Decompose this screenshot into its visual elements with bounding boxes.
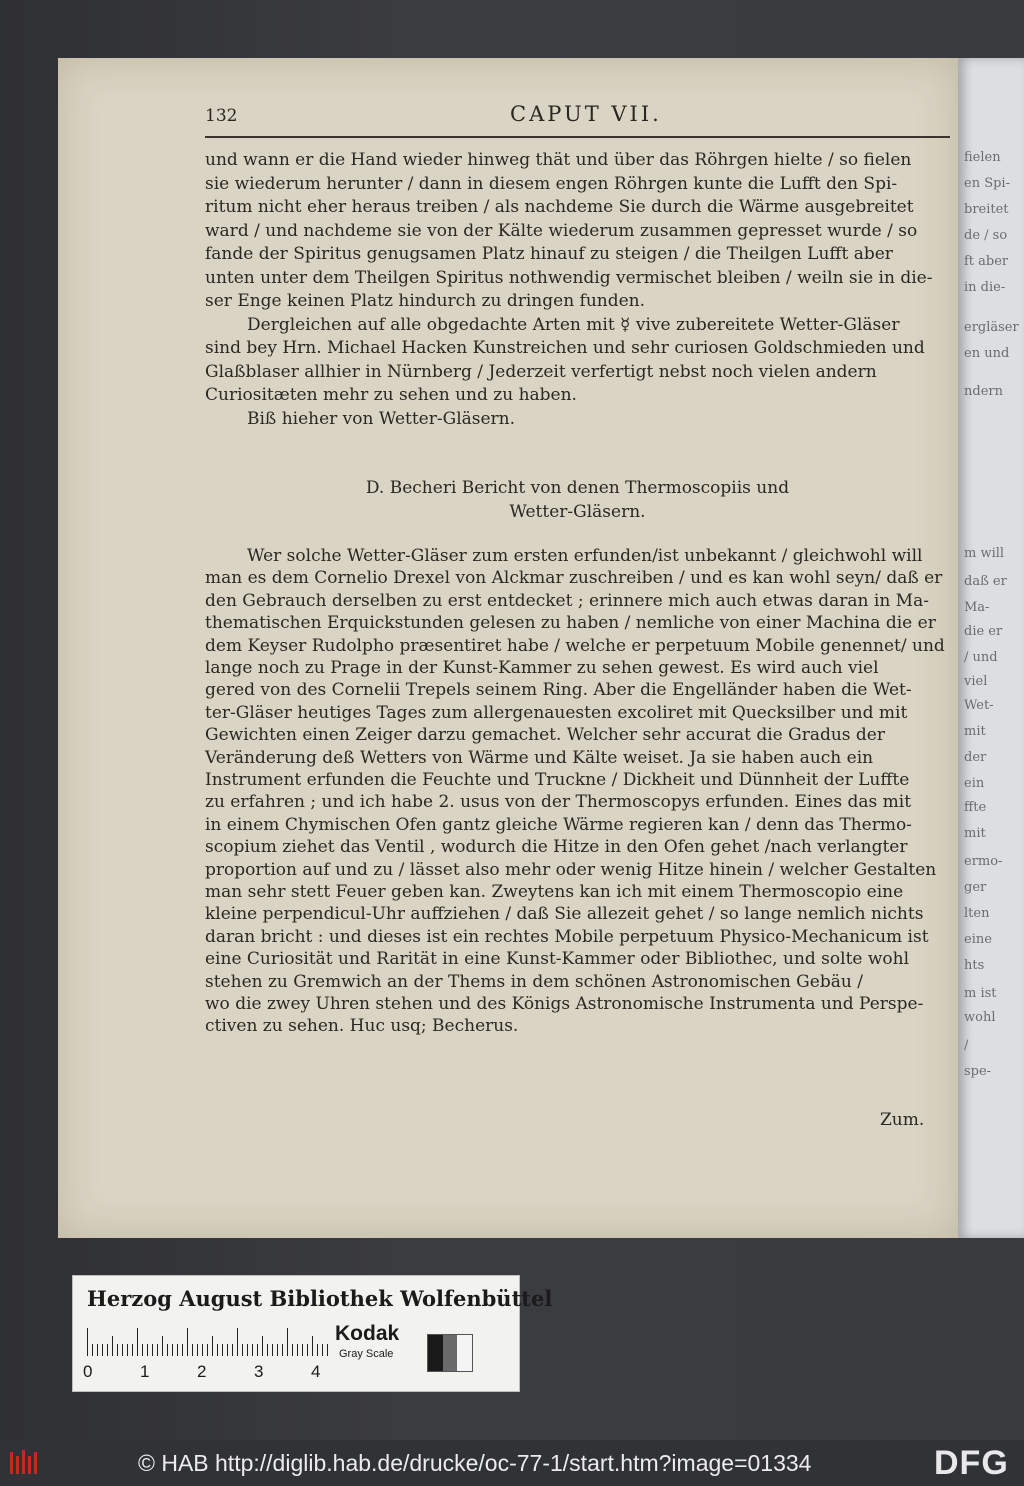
gray-scale-swatch [427,1334,473,1372]
facing-page-fragment: in die- [964,280,1006,295]
text-line: eine Curiosität und Rarität in eine Kunst-Kammer oder Bibliothec, und solte wohl [205,949,910,970]
ruler-tick [307,1344,308,1356]
text-line: und wann er die Hand wieder hinweg thät und über das Röhrgen hielte / so fielen [205,150,912,170]
text-line: unten unter dem Theilgen Spiritus nothwendig vermischet bleiben / weiln sie in die- [205,267,933,288]
chapter-title: CAPUT VII. [510,102,662,126]
facing-page-fragment: m will [964,546,1005,561]
facing-page [958,58,1024,1238]
ruler-tick [247,1344,248,1356]
page-number: 132 [205,106,238,126]
facing-page-fragment: lten [964,906,990,921]
text-line: sie wiederum herunter / dann in diesem engen Röhrgen kunte die Lufft den Spi- [205,173,898,194]
facing-page-fragment: en Spi- [964,176,1010,191]
text-line: in einem Chymischen Ofen gantz gleiche Wärme regieren kan / denn das Thermo- [205,814,912,835]
hab-barcode-icon [8,1448,38,1478]
facing-page-fragment: mit [964,826,986,841]
ruler-number: 1 [140,1362,150,1381]
facing-page-fragment: Wet- [964,698,994,713]
text-line: thematischen Erquickstunden gelesen zu haben / nemliche von einer Machina die er [205,613,936,634]
facing-page-fragment: die er [964,624,1003,639]
archive-label [72,1275,553,1392]
facing-page-fragment: ein [964,776,985,791]
facing-page-fragment: ndern [964,384,1003,399]
facing-page-fragment: m ist [964,986,997,1001]
ruler-tick [292,1344,293,1356]
text-line: ser Enge keinen Platz hindurch zu dringen funden. [205,291,646,311]
text-line: sind bey Hrn. Michael Hacken Kunstreichen und sehr curiosen Goldschmieden und [205,338,925,358]
text-line: lange noch zu Prage in der Kunst-Kammer zu sehen gewest. Es wird auch viel [205,658,879,678]
ruler-tick [242,1344,243,1356]
kodak-logo: Kodak [335,1322,400,1345]
footer-bar [0,1440,1024,1486]
facing-page-fragment: ger [964,880,987,895]
gray-scale-label: Gray Scale [339,1348,394,1360]
text-line: Veränderung deß Wetters von Wärme und Kälte weiset. Ja sie haben auch ein [205,747,874,768]
text-line: den Gebrauch derselben zu erst entdecket ; erinnere mich auch etwas daran in Ma- [205,590,929,611]
ruler-tick [257,1344,258,1356]
facing-page-fragment: en und [964,346,1010,361]
ruler-tick [142,1344,143,1356]
text-line: Wer solche Wetter-Gläser zum ersten erfunden/ist unbekannt / gleichwohl will [247,546,923,566]
ruler-tick [327,1344,328,1356]
ruler-tick [322,1344,323,1356]
text-line: scopium ziehet das Ventil , wodurch die Hitze in den Ofen gehet /nach verlangter [205,837,908,858]
facing-page-fragment: ergläser [964,320,1019,335]
ruler-tick [162,1336,163,1356]
ruler-tick [97,1344,98,1356]
text-line: daran bricht : und dieses ist ein rechtes Mobile perpetuum Physico-Mechanicum ist [205,926,929,947]
facing-page-fragment: spe- [964,1064,992,1079]
ruler-numbers [83,1362,343,1382]
ruler-tick [157,1344,158,1356]
facing-page-fragment: / und [964,650,998,665]
ruler-tick [267,1344,268,1356]
ruler-tick [112,1336,113,1356]
ruler-tick [167,1344,168,1356]
ruler-tick [187,1328,188,1356]
header-rule [205,136,950,138]
text-line: Instrument erfunden die Feuchte und Truckne / Dickheit und Dünnheit der Luffte [205,770,910,790]
ruler-tick [277,1344,278,1356]
ruler-tick [262,1336,263,1356]
dfg-logo: DFG [934,1444,1009,1482]
ruler-tick [117,1344,118,1356]
ruler-tick [217,1344,218,1356]
ruler-tick [222,1344,223,1356]
ruler-number: 2 [197,1362,207,1381]
ruler-tick [137,1328,138,1356]
ruler-tick [107,1344,108,1356]
text-line: Dergleichen auf alle obgedachte Arten mit ☿ vive zubereitete Wetter-Gläser [247,314,900,335]
scale-ruler [87,1326,327,1356]
ruler-tick [302,1344,303,1356]
ruler-tick [87,1328,88,1356]
ruler-number: 0 [83,1362,93,1381]
ruler-tick [312,1336,313,1356]
text-line: ritum nicht eher heraus treiben / als nachdeme Sie durch die Wärme ausgebreitet [205,197,914,217]
copyright-url[interactable]: © HAB http://diglib.hab.de/drucke/oc-77-1/start.htm?image=01334 [138,1450,812,1476]
facing-page-fragment: breitet [964,202,1009,217]
facing-page-fragment: / [964,1038,969,1053]
facing-page-fragment: daß er [964,574,1007,589]
ruler-tick [202,1344,203,1356]
ruler-tick [212,1336,213,1356]
ruler-tick [177,1344,178,1356]
running-header [205,102,945,132]
ruler-tick [182,1344,183,1356]
text-line: proportion auf und zu / lässet also mehr oder wenig Hitze hinein / welcher Gestalten [205,859,937,880]
text-line: wo die zwey Uhren stehen und des Königs Astronomische Instrumenta und Perspe- [205,994,924,1014]
text-line: fande der Spiritus genugsamen Platz hinauf zu steigen / die Theilgen Lufft aber [205,244,893,264]
ruler-tick [132,1344,133,1356]
text-line: Biß hieher von Wetter-Gläsern. [247,408,516,429]
facing-page-fragment: ffte [964,800,987,815]
section-title-line-1: D. Becheri Bericht von denen Thermoscopiis und [365,478,790,498]
ruler-tick [197,1344,198,1356]
text-line: Glaßblaser allhier in Nürnberg / Jederzeit verfertigt nebst noch vielen andern [205,361,877,382]
ruler-tick [282,1344,283,1356]
text-line: zu erfahren ; und ich habe 2. usus von der Thermoscopys erfunden. Eines das mit [205,792,912,813]
facing-page-fragment: der [964,750,987,765]
ruler-tick [122,1344,123,1356]
text-line: ctiven zu sehen. Huc usq; Becherus. [205,1016,519,1037]
facing-page-fragment: eine [964,932,992,947]
ruler-tick [102,1344,103,1356]
text-line: dem Keyser Rudolpho præsentiret habe / welche er perpetuum Mobile genennet/ und [205,635,945,656]
ruler-tick [232,1344,233,1356]
text-line: Curiositæten mehr zu sehen und zu haben. [205,385,577,405]
ruler-tick [172,1344,173,1356]
facing-page-fragment: fielen [964,150,1001,165]
text-line: Gewichten einen Zeiger darzu gemachet. Welcher sehr accurat die Gradus der [205,725,885,746]
facing-page-fragment: ft aber [964,254,1009,269]
ruler-tick [127,1344,128,1356]
text-line: ward / und nachdeme sie von der Kälte wiederum zusammen gepresset wurde / so [205,220,918,241]
facing-page-fragment: mit [964,724,986,739]
ruler-tick [297,1344,298,1356]
ruler-tick [207,1344,208,1356]
ruler-tick [272,1344,273,1356]
text-line: stehen zu Gremwich an der Thems in dem schönen Astronomischen Gebäu / [205,971,863,992]
ruler-tick [287,1328,288,1356]
facing-page-fragment: viel [964,674,988,689]
ruler-tick [147,1344,148,1356]
facing-page-fragment: ermo- [964,854,1003,869]
ruler-tick [92,1344,93,1356]
ruler-tick [317,1344,318,1356]
ruler-number: 4 [311,1362,321,1381]
text-line: kleine perpendicul-Uhr auffziehen / daß Sie allezeit gehet / so lange nemlich nichts [205,904,924,925]
facing-page-fragment: Ma- [964,600,990,615]
ruler-tick [227,1344,228,1356]
facing-page-fragment: hts [964,958,985,973]
ruler-tick [152,1344,153,1356]
ruler-number: 3 [254,1362,264,1381]
facing-page-fragment: de / so [964,228,1008,243]
text-line: ter-Gläser heutiges Tages zum allergenauesten excoliret mit Quecksilber und mit [205,702,908,723]
ruler-tick [192,1344,193,1356]
text-line: gered von des Cornelii Trepels seinem Ring. Aber die Engelländer haben die Wet- [205,680,912,701]
ruler-tick [237,1328,238,1356]
section-title-line-2: Wetter-Gläsern. [509,502,646,522]
text-line: man sehr stett Feuer geben kan. Zweytens kan ich mit einem Thermoscopio eine [205,882,904,902]
ruler-tick [252,1344,253,1356]
institution-name: Herzog August Bibliothek Wolfenbüttel [87,1286,553,1311]
catchword: Zum. [880,1110,925,1130]
facing-page-fragment: wohl [964,1010,996,1025]
text-line: man es dem Cornelio Drexel von Alckmar zuschreiben / und es kan wohl seyn/ daß er [205,568,943,589]
